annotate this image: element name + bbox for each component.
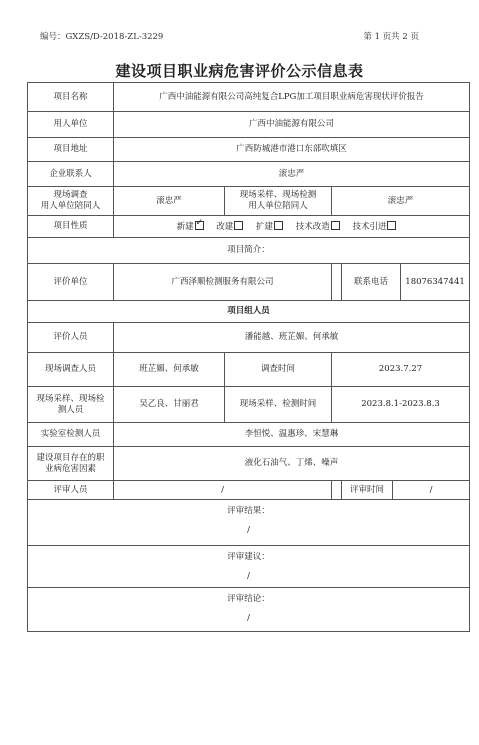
row-companions [28,187,470,216]
evaluator-label: 评价单位 [28,264,114,301]
phone-value: 18076347441 [400,264,469,300]
nature-label: 项目性质 [28,216,114,238]
project-name-value: 广西中油能源有限公司高纯复合LPG加工项目职业病危害现状评价报告 [114,83,470,112]
review-time-value: / [392,481,469,499]
info-table [27,82,470,632]
option-expand-label: 扩建 [256,221,274,232]
employer-label: 用人单位 [28,112,114,138]
row-team [28,301,470,323]
sampling-staff-value: 吴乙良、甘丽君 [114,387,225,423]
phone-label: 联系电话 [353,276,388,287]
survey-companion-label: 现场调查 用人单位陪同人 [28,187,114,216]
survey-staff-label: 现场调查人员 [28,353,114,387]
reviewer-value: / [114,481,332,500]
sampling-time-label: 现场采样、检测时间 [225,387,332,423]
option-tech-upgrade [296,222,340,232]
option-rebuild-label: 改建 [216,221,234,232]
option-expand [256,222,283,232]
row-review-conclusion [28,588,470,632]
page-indicator: 第 1 页共 2 页 [363,32,419,42]
project-name-label: 项目名称 [28,83,114,112]
row-project-name [28,83,470,112]
option-new-label: 新建 [176,221,194,232]
contact-label: 企业联系人 [28,162,114,187]
contact-value: 滚忠严 [114,162,470,187]
row-survey-staff [28,353,470,387]
review-result-value: / [247,524,250,535]
summary-label: 项目简介： [28,238,470,264]
row-reviewer [28,481,470,500]
nature-options [114,216,470,238]
row-sampling-staff [28,387,470,423]
reviewer-label: 评审人员 [28,481,114,500]
eval-staff-value: 潘能越、班芷媚、何承敏 [114,323,470,353]
option-new [177,222,204,232]
option-tech-import [352,222,396,232]
row-lab-staff [28,423,470,447]
review-conclusion-label: 评审结论： [227,594,270,604]
lab-staff-value: 李恒悦、温惠珍、宋慧琳 [114,423,470,447]
review-time-label: 评审时间 [349,484,384,495]
row-address [28,138,470,162]
row-nature [28,216,470,238]
option-tech-upgrade-label: 技术改造 [295,221,330,232]
address-value: 广西防城港市港口东部吹填区 [114,138,470,162]
sampling-companion-label: 现场采样、现场检测 用人单位陪同人 [225,187,332,216]
row-employer [28,112,470,138]
option-tech-import-label: 技术引进 [352,221,387,232]
sampling-companion-value: 滚忠严 [332,187,470,216]
form-title: 建设项目职业病危害评价公示信息表 [115,62,364,80]
address-label: 项目地址 [28,138,114,162]
checkbox-icon [234,221,243,230]
row-summary [28,238,470,264]
evaluator-value: 广西泽顺检测服务有限公司 [114,264,332,301]
checkbox-icon [387,221,396,230]
lab-staff-label: 实验室检测人员 [28,423,114,447]
hazards-label: 建设项目存在的职 业病危害因素 [28,447,114,481]
row-evaluator [28,264,470,301]
checkbox-icon [274,221,283,230]
hazards-value: 液化石油气、丁烯、噪声 [114,447,470,481]
review-result-label: 评审结果： [227,506,270,516]
option-rebuild [216,222,243,232]
row-review-advice [28,546,470,588]
row-hazards [28,447,470,481]
row-eval-staff [28,323,470,353]
eval-staff-label: 评价人员 [28,323,114,353]
document-code: 编号：GXZS/D-2018-ZL-3229 [40,32,164,42]
checkbox-checked-icon [195,221,204,230]
review-conclusion-value: / [247,612,250,623]
survey-companion-value: 滚忠严 [114,187,225,216]
survey-time-label: 调查时间 [225,353,332,387]
review-advice-label: 评审建议： [227,552,270,562]
row-review-result [28,500,470,546]
survey-staff-value: 班芷媚、何承敏 [114,353,225,387]
employer-value: 广西中油能源有限公司 [114,112,470,138]
survey-time-value: 2023.7.27 [332,353,470,387]
team-label: 项目组人员 [28,301,470,323]
review-advice-value: / [247,570,250,581]
sampling-time-value: 2023.8.1-2023.8.3 [332,387,470,423]
row-contact [28,162,470,187]
checkbox-icon [331,221,340,230]
sampling-staff-label: 现场采样、现场检 测人员 [28,387,114,423]
